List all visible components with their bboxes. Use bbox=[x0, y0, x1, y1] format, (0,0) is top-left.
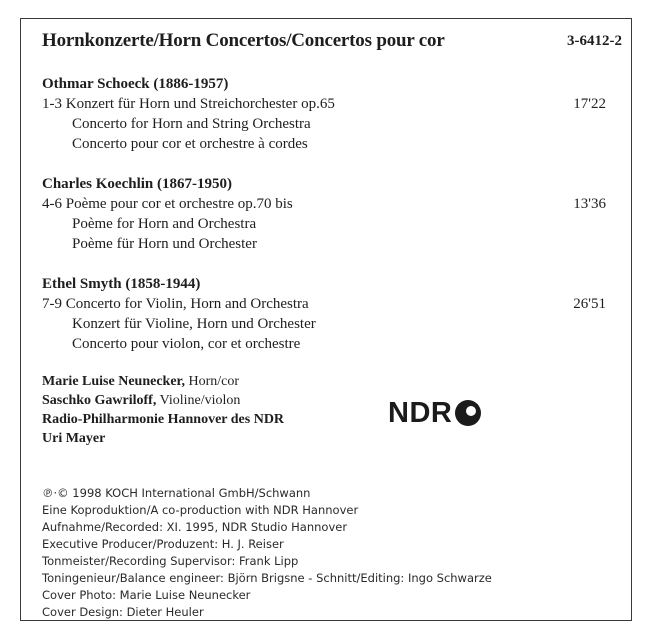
work-duration: 17'22 bbox=[573, 96, 606, 112]
performer-role: Violine/violon bbox=[156, 393, 241, 408]
work-duration: 26'51 bbox=[573, 296, 606, 312]
composer-heading: Othmar Schoeck (1886-1957) bbox=[42, 76, 229, 92]
credit-line: Cover Photo: Marie Luise Neunecker bbox=[42, 588, 251, 602]
performer-line bbox=[42, 431, 105, 447]
credit-line: Eine Koproduktion/A co-production with NDR Hannover bbox=[42, 503, 359, 517]
credit-line: Aufnahme/Recorded: XI. 1995, NDR Studio Hannover bbox=[42, 520, 348, 534]
performer-name: Marie Luise Neunecker, bbox=[42, 374, 185, 389]
album-title: Hornkonzerte/Horn Concertos/Concertos pour cor bbox=[42, 30, 445, 51]
credit-line: Executive Producer/Produzent: H. J. Reiser bbox=[42, 537, 284, 551]
performer-name: Radio-Philharmonie Hannover des NDR bbox=[42, 412, 285, 427]
work-title: 4-6 Poème pour cor et orchestre op.70 bis bbox=[42, 196, 293, 212]
work-translation: Concerto pour violon, cor et orchestre bbox=[72, 336, 301, 352]
ndr-logo bbox=[388, 398, 481, 428]
credit-line: Tonmeister/Recording Supervisor: Frank Lipp bbox=[42, 554, 299, 568]
header bbox=[42, 30, 622, 60]
performer-role: Horn/cor bbox=[184, 374, 240, 389]
ndr-logo-circle-icon bbox=[455, 400, 481, 426]
composer-heading: Ethel Smyth (1858-1944) bbox=[42, 276, 201, 292]
composer-heading: Charles Koechlin (1867-1950) bbox=[42, 176, 232, 192]
ndr-logo-text: NDR bbox=[388, 396, 453, 429]
performer-line bbox=[42, 412, 284, 428]
work-duration: 13'36 bbox=[573, 196, 606, 212]
credit-line: Cover Design: Dieter Heuler bbox=[42, 605, 204, 619]
work-translation: Poème for Horn and Orchestra bbox=[72, 216, 257, 232]
performer-line bbox=[42, 393, 240, 409]
catalog-number: 3-6412-2 bbox=[567, 33, 622, 49]
work-translation: Concerto for Horn and String Orchestra bbox=[72, 116, 311, 132]
performer-name: Uri Mayer bbox=[42, 431, 106, 446]
performer-name: Saschko Gawriloff, bbox=[42, 393, 157, 408]
work-title: 1-3 Konzert für Horn und Streichorchester op.65 bbox=[42, 96, 335, 112]
work-translation: Concerto pour cor et orchestre à cordes bbox=[72, 136, 308, 152]
work-translation: Poème für Horn und Orchester bbox=[72, 236, 257, 252]
performer-line bbox=[42, 374, 239, 390]
work-title: 7-9 Concerto for Violin, Horn and Orchestra bbox=[42, 296, 309, 312]
credit-line: ℗·© 1998 KOCH International GmbH/Schwann bbox=[42, 486, 311, 500]
credit-line: Toningenieur/Balance engineer: Björn Brigsne - Schnitt/Editing: Ingo Schwarze bbox=[42, 571, 492, 585]
work-translation: Konzert für Violine, Horn und Orchester bbox=[72, 316, 316, 332]
